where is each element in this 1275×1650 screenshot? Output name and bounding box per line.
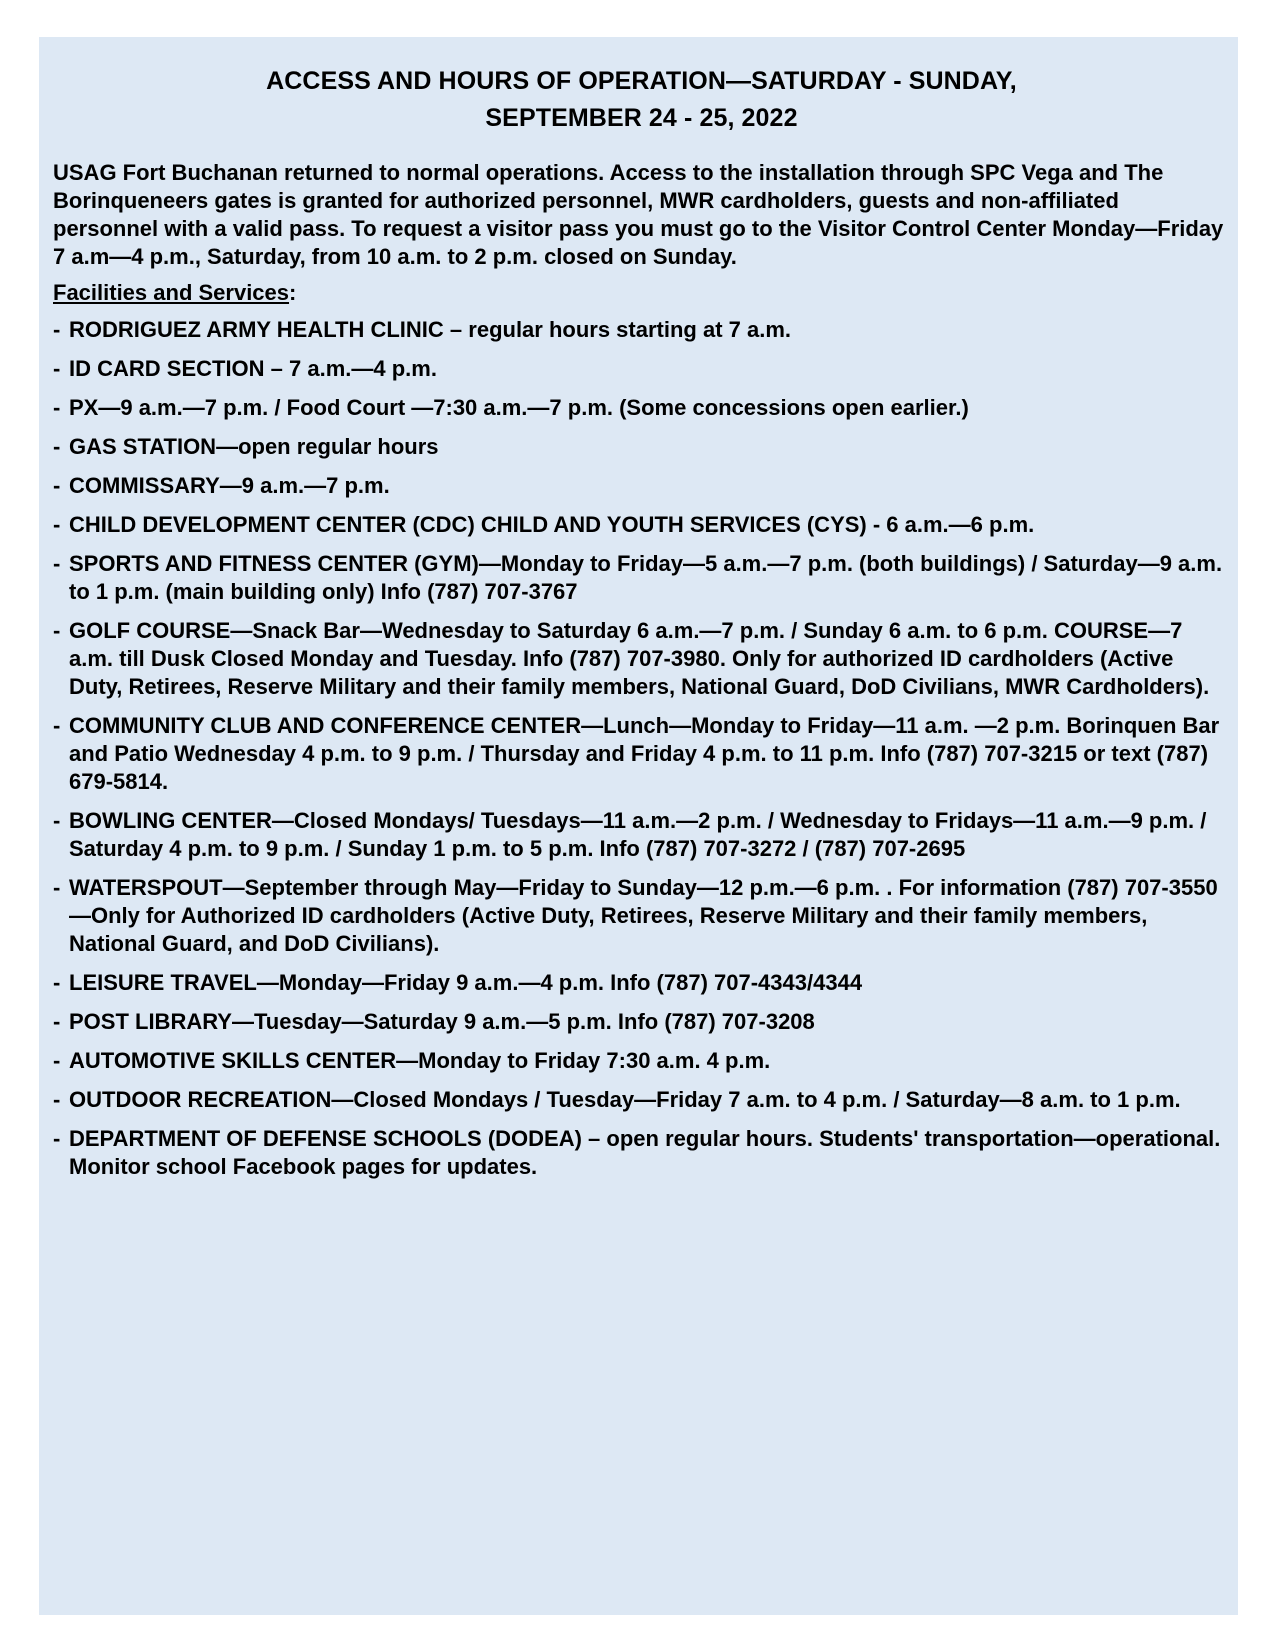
facility-text: LEISURE TRAVEL—Monday—Friday 9 a.m.—4 p.m. Info (787) 707-4343/4344 <box>69 970 863 995</box>
list-bullet: - <box>53 618 61 643</box>
list-bullet: - <box>53 356 61 381</box>
list-bullet: - <box>53 1126 61 1151</box>
list-bullet: - <box>53 713 61 738</box>
facility-text: COMMISSARY—9 a.m.—7 p.m. <box>69 473 390 498</box>
section-heading-text: Facilities and Services <box>53 280 290 305</box>
section-heading-colon: : <box>289 280 297 305</box>
facility-text: OUTDOOR RECREATION—Closed Mondays / Tuesday—Friday 7 a.m. to 4 p.m. / Saturday—8 a.m. to 1 p.m. <box>69 1087 1181 1112</box>
list-bullet: - <box>53 808 61 833</box>
facilities-list <box>53 316 1230 1181</box>
facility-item <box>53 1047 1230 1075</box>
facility-text: RODRIGUEZ ARMY HEALTH CLINIC – regular hours starting at 7 a.m. <box>69 317 792 342</box>
facility-item <box>53 433 1230 461</box>
facility-text: WATERSPOUT—September through May—Friday to Sunday—12 p.m.—6 p.m. . For information (787) 707-3550—Only for Authorized ID cardholders (Active Duty, Retirees, Reserve Military and their family members, National Guard, and DoD Civilians). <box>69 875 1218 956</box>
facility-item <box>53 511 1230 539</box>
facility-item <box>53 807 1230 863</box>
list-bullet: - <box>53 1048 61 1073</box>
list-bullet: - <box>53 551 61 576</box>
facility-text: GAS STATION—open regular hours <box>69 434 439 459</box>
facility-item <box>53 1125 1230 1181</box>
facility-text: BOWLING CENTER—Closed Mondays/ Tuesdays—11 a.m.—2 p.m. / Wednesday to Fridays—11 a.m.—9 p.m. / Saturday 4 p.m. to 9 p.m. / Sunday 1 p.m. to 5 p.m. Info (787) 707-3272 / (787) 707-2695 <box>69 808 1207 861</box>
facility-item <box>53 1086 1230 1114</box>
facility-text: DEPARTMENT OF DEFENSE SCHOOLS (DODEA) – open regular hours. Students' transportation—operational. Monitor school Facebook pages for updates. <box>69 1126 1221 1179</box>
facility-item <box>53 355 1230 383</box>
facility-item <box>53 1008 1230 1036</box>
facility-item <box>53 969 1230 997</box>
list-bullet: - <box>53 317 61 342</box>
facility-text: CHILD DEVELOPMENT CENTER (CDC) CHILD AND YOUTH SERVICES (CYS) - 6 a.m.—6 p.m. <box>69 512 1035 537</box>
facility-item <box>53 550 1230 606</box>
facility-text: GOLF COURSE—Snack Bar—Wednesday to Saturday 6 a.m.—7 p.m. / Sunday 6 a.m. to 6 p.m. COURSE—7 a.m. till Dusk Closed Monday and Tuesday. Info (787) 707-3980. Only for authorized ID cardholders (Active Duty, Retirees, Reserve Military and their family members, National Guard, DoD Civilians, MWR Cardholders). <box>69 618 1210 699</box>
facility-text: POST LIBRARY—Tuesday—Saturday 9 a.m.—5 p.m. Info (787) 707-3208 <box>69 1009 815 1034</box>
list-bullet: - <box>53 512 61 537</box>
list-bullet: - <box>53 1087 61 1112</box>
list-bullet: - <box>53 875 61 900</box>
facility-text: AUTOMOTIVE SKILLS CENTER—Monday to Friday 7:30 a.m. 4 p.m. <box>69 1048 771 1073</box>
facility-item <box>53 394 1230 422</box>
facility-item <box>53 712 1230 796</box>
list-bullet: - <box>53 434 61 459</box>
facility-item <box>53 472 1230 500</box>
title-line-1: ACCESS AND HOURS OF OPERATION—SATURDAY - SUNDAY, <box>266 67 1017 95</box>
section-heading <box>53 279 1230 307</box>
list-bullet: - <box>53 970 61 995</box>
page-title <box>53 63 1230 137</box>
facility-item <box>53 617 1230 701</box>
facility-item <box>53 874 1230 958</box>
list-bullet: - <box>53 1009 61 1034</box>
facility-item <box>53 316 1230 344</box>
facility-text: ID CARD SECTION – 7 a.m.—4 p.m. <box>69 356 437 381</box>
list-bullet: - <box>53 395 61 420</box>
intro-paragraph: USAG Fort Buchanan returned to normal operations. Access to the installation through SPC Vega and The Borinqueneers gates is granted for authorized personnel, MWR cardholders, guests and non-affiliated personnel with a valid pass. To request a visitor pass you must go to the Visitor Control Center Monday—Friday 7 a.m—4 p.m., Saturday, from 10 a.m. to 2 p.m. closed on Sunday. <box>53 160 1224 269</box>
facility-text: PX—9 a.m.—7 p.m. / Food Court —7:30 a.m.—7 p.m. (Some concessions open earlier.) <box>69 395 969 420</box>
title-line-2: SEPTEMBER 24 - 25, 2022 <box>485 104 798 132</box>
facility-text: SPORTS AND FITNESS CENTER (GYM)—Monday to Friday—5 a.m.—7 p.m. (both buildings) / Saturday—9 a.m. to 1 p.m. (main building only) Info (787) 707-3767 <box>69 551 1223 604</box>
list-bullet: - <box>53 473 61 498</box>
notice-panel <box>39 37 1238 1615</box>
facility-text: COMMUNITY CLUB AND CONFERENCE CENTER—Lunch—Monday to Friday—11 a.m. —2 p.m. Borinquen Bar and Patio Wednesday 4 p.m. to 9 p.m. / Thursday and Friday 4 p.m. to 11 p.m. Info (787) 707-3215 or text (787) 679-5814. <box>69 713 1220 794</box>
